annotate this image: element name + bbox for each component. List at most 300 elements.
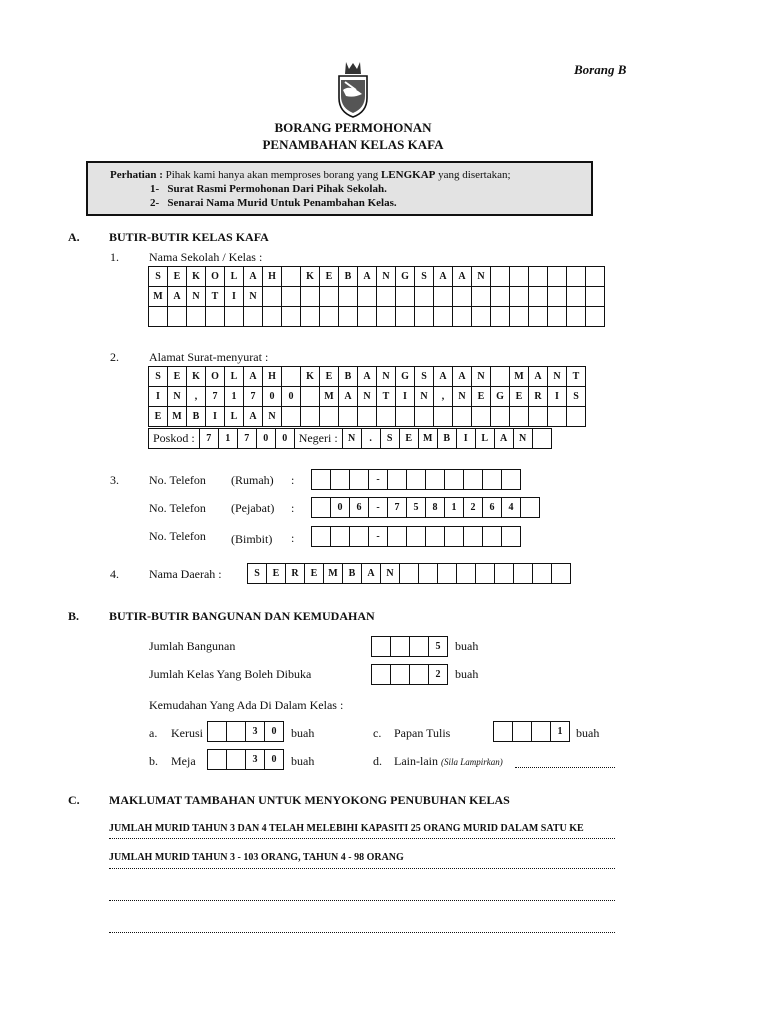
- digit-box[interactable]: [388, 470, 407, 490]
- state-box[interactable]: E: [399, 429, 418, 449]
- letter-box[interactable]: A: [244, 407, 263, 427]
- digit-box[interactable]: [391, 665, 410, 685]
- letter-box[interactable]: [434, 407, 453, 427]
- letter-box[interactable]: [510, 267, 529, 287]
- crest-logo: [336, 60, 370, 118]
- letter-box[interactable]: 0: [282, 387, 301, 407]
- letter-box[interactable]: B: [339, 267, 358, 287]
- letter-box[interactable]: [377, 307, 396, 327]
- item-letter: d.: [373, 754, 382, 768]
- digit-box[interactable]: [312, 498, 331, 518]
- letter-box[interactable]: ,: [434, 387, 453, 407]
- letter-box[interactable]: A: [339, 387, 358, 407]
- letter-box[interactable]: E: [510, 387, 529, 407]
- letter-box[interactable]: [586, 267, 605, 287]
- letter-box[interactable]: [453, 307, 472, 327]
- digit-box[interactable]: [533, 564, 552, 584]
- letter-box[interactable]: T: [206, 287, 225, 307]
- letter-box[interactable]: E: [168, 367, 187, 387]
- chairs-label: Kerusi: [171, 726, 203, 740]
- phone-mobile-label: (Bimbit): [231, 532, 273, 546]
- letter-box[interactable]: N: [472, 367, 491, 387]
- dotted-line[interactable]: [109, 900, 615, 901]
- letter-box[interactable]: [491, 367, 510, 387]
- digit-box[interactable]: R: [286, 564, 305, 584]
- letter-box[interactable]: [320, 407, 339, 427]
- letter-box[interactable]: H: [263, 267, 282, 287]
- letter-box[interactable]: [567, 287, 586, 307]
- letter-box[interactable]: [529, 287, 548, 307]
- letter-box[interactable]: A: [244, 267, 263, 287]
- letter-box[interactable]: A: [358, 267, 377, 287]
- digit-box[interactable]: [502, 527, 521, 547]
- whiteboard-label: Papan Tulis: [394, 726, 451, 740]
- tables-label: Meja: [171, 754, 196, 768]
- letter-box[interactable]: L: [225, 407, 244, 427]
- digit-box[interactable]: [464, 527, 483, 547]
- grid-row: [149, 287, 605, 307]
- classes-grid: [371, 664, 448, 685]
- letter-box[interactable]: [548, 407, 567, 427]
- letter-box[interactable]: [168, 307, 187, 327]
- notice-item-2: Senarai Nama Murid Untuk Penambahan Kelas.: [167, 197, 397, 209]
- digit-box[interactable]: -: [369, 527, 388, 547]
- postcode-box[interactable]: 0: [256, 429, 275, 449]
- letter-box[interactable]: E: [168, 267, 187, 287]
- letter-box[interactable]: N: [377, 367, 396, 387]
- letter-box[interactable]: [396, 307, 415, 327]
- digit-box[interactable]: [312, 470, 331, 490]
- letter-box[interactable]: [206, 307, 225, 327]
- letter-box[interactable]: [149, 307, 168, 327]
- letter-box[interactable]: [263, 287, 282, 307]
- letter-box[interactable]: [548, 307, 567, 327]
- item-letter: c.: [373, 726, 382, 740]
- letter-box[interactable]: K: [187, 367, 206, 387]
- digit-box[interactable]: [407, 470, 426, 490]
- phone-office-grid: [311, 497, 540, 518]
- digit-box[interactable]: [521, 498, 540, 518]
- digit-box[interactable]: [532, 722, 551, 742]
- letter-box[interactable]: N: [244, 287, 263, 307]
- letter-box[interactable]: [282, 367, 301, 387]
- letter-box[interactable]: E: [472, 387, 491, 407]
- letter-box[interactable]: I: [149, 387, 168, 407]
- letter-box[interactable]: S: [149, 267, 168, 287]
- digit-box[interactable]: [208, 750, 227, 770]
- letter-box[interactable]: N: [472, 267, 491, 287]
- digit-box[interactable]: [426, 527, 445, 547]
- digit-box[interactable]: [400, 564, 419, 584]
- digit-box[interactable]: [331, 527, 350, 547]
- letter-box[interactable]: [415, 287, 434, 307]
- state-box[interactable]: N: [513, 429, 532, 449]
- letter-box[interactable]: [377, 407, 396, 427]
- postcode-state-row: [148, 428, 552, 449]
- digit-box[interactable]: [494, 722, 513, 742]
- state-box[interactable]: .: [361, 429, 380, 449]
- digit-box[interactable]: 3: [246, 722, 265, 742]
- letter-box[interactable]: [491, 307, 510, 327]
- letter-box[interactable]: B: [339, 367, 358, 387]
- letter-box[interactable]: [301, 307, 320, 327]
- notice-item-1: Surat Rasmi Permohonan Dari Pihak Sekolah.: [167, 183, 387, 195]
- digit-box[interactable]: [331, 470, 350, 490]
- letter-box[interactable]: G: [396, 367, 415, 387]
- district-grid: [247, 563, 571, 584]
- digit-box[interactable]: 5: [429, 637, 448, 657]
- notice-label: Perhatian :: [110, 169, 163, 181]
- digit-box[interactable]: 0: [265, 750, 284, 770]
- letter-box[interactable]: [453, 407, 472, 427]
- letter-box[interactable]: S: [415, 267, 434, 287]
- section-title: BUTIR-BUTIR BANGUNAN DAN KEMUDAHAN: [109, 609, 375, 623]
- digit-box[interactable]: [514, 564, 533, 584]
- state-box[interactable]: [532, 429, 551, 449]
- state-box[interactable]: I: [456, 429, 475, 449]
- dotted-line[interactable]: [109, 838, 615, 839]
- letter-box[interactable]: N: [263, 407, 282, 427]
- letter-box[interactable]: N: [415, 387, 434, 407]
- others-note: (Sila Lampirkan): [440, 757, 503, 767]
- grid-row: [149, 367, 586, 387]
- digit-box[interactable]: 6: [483, 498, 502, 518]
- letter-box[interactable]: [339, 287, 358, 307]
- letter-box[interactable]: A: [244, 367, 263, 387]
- state-box[interactable]: N: [342, 429, 361, 449]
- state-label: Negeri :: [294, 429, 342, 449]
- digit-box[interactable]: 7: [388, 498, 407, 518]
- letter-box[interactable]: H: [263, 367, 282, 387]
- letter-box[interactable]: 1: [225, 387, 244, 407]
- digit-box[interactable]: 5: [407, 498, 426, 518]
- letter-box[interactable]: L: [225, 267, 244, 287]
- digit-box[interactable]: [407, 527, 426, 547]
- letter-box[interactable]: [453, 287, 472, 307]
- digit-box[interactable]: E: [305, 564, 324, 584]
- letter-box[interactable]: [339, 407, 358, 427]
- letter-box[interactable]: [510, 307, 529, 327]
- phone-home-label: (Rumah): [231, 473, 274, 487]
- digit-box[interactable]: [208, 722, 227, 742]
- digit-box[interactable]: 2: [429, 665, 448, 685]
- question-number: 2.: [110, 350, 119, 364]
- letter-box[interactable]: S: [415, 367, 434, 387]
- digit-box[interactable]: S: [248, 564, 267, 584]
- letter-box[interactable]: [301, 407, 320, 427]
- letter-box[interactable]: A: [434, 267, 453, 287]
- letter-box[interactable]: [548, 287, 567, 307]
- letter-box[interactable]: [529, 407, 548, 427]
- letter-box[interactable]: [415, 307, 434, 327]
- digit-box[interactable]: [513, 722, 532, 742]
- letter-box[interactable]: [586, 307, 605, 327]
- letter-box[interactable]: [434, 287, 453, 307]
- letter-box[interactable]: [225, 307, 244, 327]
- question-number: 3.: [110, 473, 119, 487]
- letter-box[interactable]: [529, 307, 548, 327]
- letter-box[interactable]: ,: [187, 387, 206, 407]
- info-line-1: JUMLAH MURID TAHUN 3 DAN 4 TELAH MELEBIHI KAPASITI 25 ORANG MURID DALAM SATU KE: [109, 823, 584, 834]
- digit-box[interactable]: A: [362, 564, 381, 584]
- letter-box[interactable]: 0: [263, 387, 282, 407]
- item-letter: a.: [149, 726, 158, 740]
- notice-box: [86, 161, 593, 216]
- notice-item-no: 1-: [150, 183, 160, 195]
- digit-box[interactable]: B: [343, 564, 362, 584]
- letter-box[interactable]: [491, 407, 510, 427]
- digit-box[interactable]: [438, 564, 457, 584]
- buildings-label: Jumlah Bangunan: [149, 639, 236, 653]
- question-label: Nama Sekolah / Kelas :: [149, 250, 263, 264]
- letter-box[interactable]: I: [225, 287, 244, 307]
- digit-box[interactable]: [476, 564, 495, 584]
- section-title: BUTIR-BUTIR KELAS KAFA: [109, 230, 269, 244]
- postcode-box[interactable]: 7: [237, 429, 256, 449]
- digit-box[interactable]: 0: [331, 498, 350, 518]
- grid-row: [149, 387, 586, 407]
- letter-box[interactable]: [529, 267, 548, 287]
- letter-box[interactable]: E: [320, 367, 339, 387]
- letter-box[interactable]: A: [453, 267, 472, 287]
- grid-row: [149, 307, 605, 327]
- grid-row: [149, 407, 586, 427]
- grid-row: [149, 267, 605, 287]
- digit-box[interactable]: [350, 527, 369, 547]
- letter-box[interactable]: A: [358, 367, 377, 387]
- digit-box[interactable]: [388, 527, 407, 547]
- buildings-grid: [371, 636, 448, 657]
- letter-box[interactable]: N: [453, 387, 472, 407]
- postcode-box[interactable]: 1: [218, 429, 237, 449]
- letter-box[interactable]: A: [453, 367, 472, 387]
- page-title: BORANG PERMOHONAN: [274, 120, 432, 135]
- letter-box[interactable]: I: [548, 387, 567, 407]
- digit-box[interactable]: 1: [551, 722, 570, 742]
- letter-box[interactable]: [567, 407, 586, 427]
- question-number: 1.: [110, 250, 119, 264]
- digit-box[interactable]: [552, 564, 571, 584]
- letter-box[interactable]: G: [491, 387, 510, 407]
- letter-box[interactable]: [320, 287, 339, 307]
- state-box[interactable]: S: [380, 429, 399, 449]
- letter-box[interactable]: N: [358, 387, 377, 407]
- letter-box[interactable]: [187, 307, 206, 327]
- letter-box[interactable]: [472, 307, 491, 327]
- letter-box[interactable]: I: [206, 407, 225, 427]
- question-number: 4.: [110, 567, 119, 581]
- unit-label: buah: [576, 726, 600, 740]
- postcode-label: Poskod :: [149, 429, 200, 449]
- letter-box[interactable]: T: [567, 367, 586, 387]
- digit-box[interactable]: -: [369, 498, 388, 518]
- others-text: Lain-lain: [394, 754, 438, 768]
- phone-label: No. Telefon: [149, 501, 206, 515]
- letter-box[interactable]: S: [567, 387, 586, 407]
- others-label: [394, 754, 503, 769]
- notice-text-pre: Pihak kami hanya akan memproses borang yang: [165, 169, 379, 181]
- letter-box[interactable]: [472, 287, 491, 307]
- classes-label: Jumlah Kelas Yang Boleh Dibuka: [149, 667, 312, 681]
- postcode-box[interactable]: 7: [199, 429, 218, 449]
- digit-box[interactable]: [372, 637, 391, 657]
- digit-box[interactable]: 1: [445, 498, 464, 518]
- section-letter: A.: [68, 230, 80, 244]
- item-letter: b.: [149, 754, 158, 768]
- letter-box[interactable]: M: [510, 367, 529, 387]
- digit-box[interactable]: 6: [350, 498, 369, 518]
- digit-box[interactable]: [445, 470, 464, 490]
- digit-box[interactable]: [502, 470, 521, 490]
- letter-box[interactable]: [377, 287, 396, 307]
- colon: :: [291, 473, 295, 487]
- phone-mobile-grid: [311, 526, 521, 547]
- state-box[interactable]: B: [437, 429, 456, 449]
- digit-box[interactable]: [312, 527, 331, 547]
- letter-box[interactable]: M: [168, 407, 187, 427]
- district-label: Nama Daerah :: [149, 567, 222, 581]
- digit-box[interactable]: [391, 637, 410, 657]
- unit-label: buah: [291, 726, 315, 740]
- letter-box[interactable]: R: [529, 387, 548, 407]
- digit-box[interactable]: N: [381, 564, 400, 584]
- letter-box[interactable]: [339, 307, 358, 327]
- phone-label: No. Telefon: [149, 473, 206, 487]
- letter-box[interactable]: 7: [206, 387, 225, 407]
- digit-box[interactable]: 2: [464, 498, 483, 518]
- notice-item-no: 2-: [150, 197, 160, 209]
- letter-box[interactable]: I: [396, 387, 415, 407]
- letter-box[interactable]: [282, 407, 301, 427]
- letter-box[interactable]: [263, 307, 282, 327]
- digit-box[interactable]: [445, 527, 464, 547]
- letter-box[interactable]: S: [149, 367, 168, 387]
- unit-label: buah: [455, 639, 479, 653]
- letter-box[interactable]: [434, 307, 453, 327]
- info-line-2: JUMLAH MURID TAHUN 3 - 103 ORANG, TAHUN 4 - 98 ORANG: [109, 852, 404, 863]
- letter-box[interactable]: [472, 407, 491, 427]
- letter-box[interactable]: [358, 407, 377, 427]
- state-box[interactable]: L: [475, 429, 494, 449]
- digit-box[interactable]: [350, 470, 369, 490]
- state-box[interactable]: M: [418, 429, 437, 449]
- letter-box[interactable]: E: [320, 267, 339, 287]
- digit-box[interactable]: 0: [265, 722, 284, 742]
- digit-box[interactable]: M: [324, 564, 343, 584]
- phone-label: No. Telefon: [149, 529, 206, 543]
- dotted-line[interactable]: [109, 932, 615, 933]
- tables-grid: [207, 749, 284, 770]
- digit-box[interactable]: [426, 470, 445, 490]
- letter-box[interactable]: N: [168, 387, 187, 407]
- digit-box[interactable]: -: [369, 470, 388, 490]
- digit-box[interactable]: [227, 722, 246, 742]
- letter-box[interactable]: [282, 287, 301, 307]
- digit-box[interactable]: 3: [246, 750, 265, 770]
- letter-box[interactable]: T: [377, 387, 396, 407]
- letter-box[interactable]: L: [225, 367, 244, 387]
- phone-office-label: (Pejabat): [231, 501, 275, 515]
- letter-box[interactable]: K: [301, 267, 320, 287]
- digit-box[interactable]: E: [267, 564, 286, 584]
- letter-box[interactable]: B: [187, 407, 206, 427]
- postcode-box[interactable]: 0: [275, 429, 294, 449]
- digit-box[interactable]: [457, 564, 476, 584]
- letter-box[interactable]: A: [434, 367, 453, 387]
- digit-box[interactable]: [464, 470, 483, 490]
- letter-box[interactable]: [282, 307, 301, 327]
- facilities-label: Kemudahan Yang Ada Di Dalam Kelas :: [149, 698, 344, 712]
- letter-box[interactable]: N: [187, 287, 206, 307]
- letter-box[interactable]: [244, 307, 263, 327]
- letter-box[interactable]: [510, 287, 529, 307]
- digit-box[interactable]: 4: [502, 498, 521, 518]
- digit-box[interactable]: [495, 564, 514, 584]
- section-letter: C.: [68, 793, 80, 807]
- letter-box[interactable]: 7: [244, 387, 263, 407]
- unit-label: buah: [455, 667, 479, 681]
- letter-box[interactable]: M: [149, 287, 168, 307]
- digit-box[interactable]: [372, 665, 391, 685]
- letter-box[interactable]: K: [187, 267, 206, 287]
- letter-box[interactable]: A: [168, 287, 187, 307]
- state-box[interactable]: A: [494, 429, 513, 449]
- letter-box[interactable]: [491, 287, 510, 307]
- notice-text-bold: LENGKAP: [380, 169, 436, 181]
- letter-box[interactable]: A: [529, 367, 548, 387]
- letter-box[interactable]: [396, 287, 415, 307]
- others-line[interactable]: [515, 767, 615, 768]
- letter-box[interactable]: [358, 287, 377, 307]
- question-label: Alamat Surat-menyurat :: [149, 350, 269, 364]
- letter-box[interactable]: K: [301, 367, 320, 387]
- address-grid: [148, 366, 586, 427]
- chairs-grid: [207, 721, 284, 742]
- digit-box[interactable]: [410, 665, 429, 685]
- letter-box[interactable]: O: [206, 267, 225, 287]
- letter-box[interactable]: [301, 387, 320, 407]
- digit-box[interactable]: [227, 750, 246, 770]
- letter-box[interactable]: M: [320, 387, 339, 407]
- digit-box[interactable]: 8: [426, 498, 445, 518]
- school-name-grid: [148, 266, 605, 327]
- letter-box[interactable]: [567, 307, 586, 327]
- digit-box[interactable]: [410, 637, 429, 657]
- letter-box[interactable]: N: [548, 367, 567, 387]
- letter-box[interactable]: [301, 287, 320, 307]
- letter-box[interactable]: G: [396, 267, 415, 287]
- letter-box[interactable]: [586, 287, 605, 307]
- dotted-line[interactable]: [109, 868, 615, 869]
- digit-box[interactable]: [483, 470, 502, 490]
- letter-box[interactable]: [358, 307, 377, 327]
- letter-box[interactable]: [282, 267, 301, 287]
- digit-box[interactable]: [419, 564, 438, 584]
- letter-box[interactable]: O: [206, 367, 225, 387]
- letter-box[interactable]: [510, 407, 529, 427]
- digit-box[interactable]: [483, 527, 502, 547]
- letter-box[interactable]: [320, 307, 339, 327]
- letter-box[interactable]: [396, 407, 415, 427]
- letter-box[interactable]: E: [149, 407, 168, 427]
- letter-box[interactable]: [415, 407, 434, 427]
- letter-box[interactable]: [548, 267, 567, 287]
- phone-home-grid: [311, 469, 521, 490]
- letter-box[interactable]: [567, 267, 586, 287]
- letter-box[interactable]: [491, 267, 510, 287]
- notice-text-post: yang disertakan;: [438, 169, 511, 181]
- letter-box[interactable]: N: [377, 267, 396, 287]
